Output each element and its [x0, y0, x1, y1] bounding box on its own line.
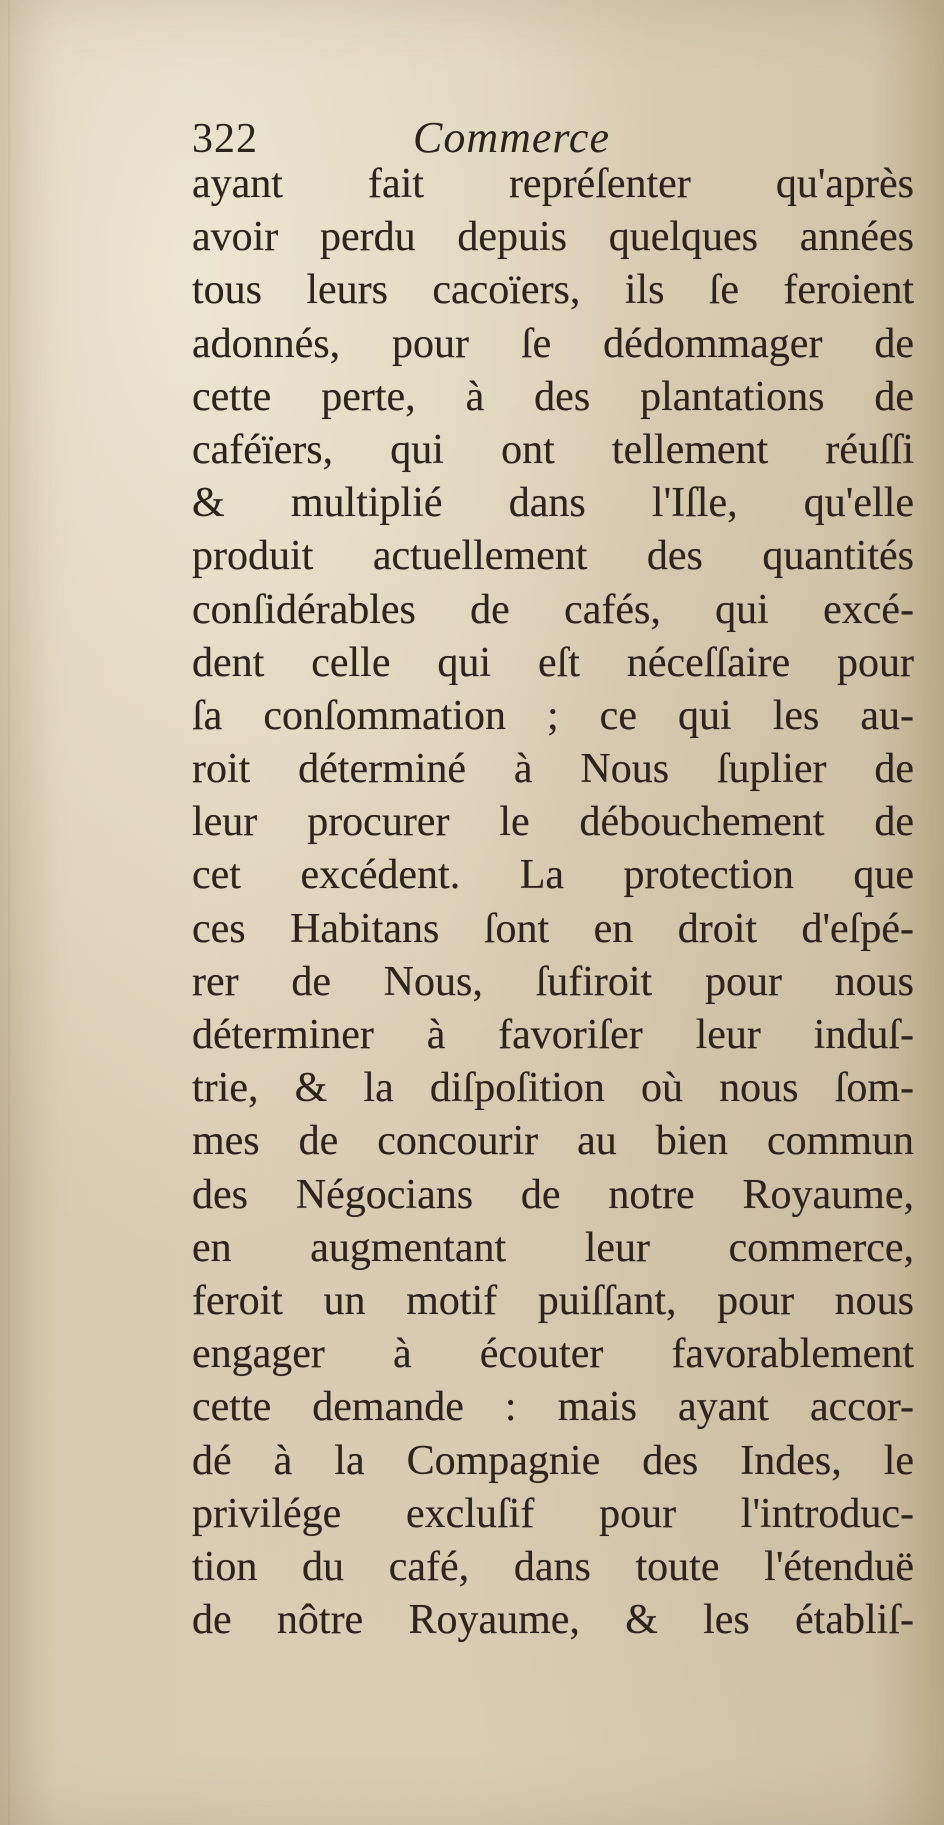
text-line: de nôtre Royaume, & les établiſ- [192, 1597, 914, 1644]
text-line: des Négocians de notre Royaume, [192, 1171, 914, 1218]
text-line: adonnés, pour ſe dédommager de [192, 320, 914, 367]
text-line: ſa conſommation ; ce qui les au- [192, 692, 914, 739]
text-line: tion du café, dans toute l'étenduë [192, 1543, 914, 1590]
running-head-title: Commerce [413, 113, 610, 162]
page-number: 322 [192, 116, 258, 162]
text-line: cet excédent. La protection que [192, 852, 914, 899]
text-line: rer de Nous, ſufiroit pour nous [192, 958, 914, 1005]
body-text [192, 158, 914, 1647]
text-line: dent celle qui eſt néceſſaire pour [192, 639, 914, 686]
text-line: conſidérables de cafés, qui excé- [192, 586, 914, 633]
text-line: produit actuellement des quantités [192, 533, 914, 580]
text-line: cette perte, à des plantations de [192, 373, 914, 420]
text-line: feroit un motif puiſſant, pour nous [192, 1277, 914, 1324]
text-line: avoir perdu depuis quelques années [192, 214, 914, 261]
text-line: caféïers, qui ont tellement réuſſi [192, 426, 914, 473]
text-line: ces Habitans ſont en droit d'eſpé- [192, 905, 914, 952]
text-line: cette demande : mais ayant accor- [192, 1384, 914, 1431]
text-line: tous leurs cacoïers, ils ſe feroient [192, 267, 914, 314]
text-line: leur procurer le débouchement de [192, 799, 914, 846]
text-line: privilége excluſif pour l'introduc- [192, 1490, 914, 1537]
text-line: en augmentant leur commerce, [192, 1224, 914, 1271]
text-line: dé à la Compagnie des Indes, le [192, 1437, 914, 1484]
text-line: ayant fait repréſenter qu'après [192, 161, 914, 207]
text-line: roit déterminé à Nous ſuplier de [192, 746, 914, 793]
text-line: trie, & la diſpoſition où nous ſom- [192, 1065, 914, 1112]
text-line: mes de concourir au bien commun [192, 1118, 914, 1165]
text-line: & multiplié dans l'Iſle, qu'elle [192, 480, 914, 527]
text-line: déterminer à favoriſer leur induſ- [192, 1012, 914, 1058]
text-line: engager à écouter favorablement [192, 1331, 914, 1378]
page-edge-shadow [8, 0, 10, 1825]
